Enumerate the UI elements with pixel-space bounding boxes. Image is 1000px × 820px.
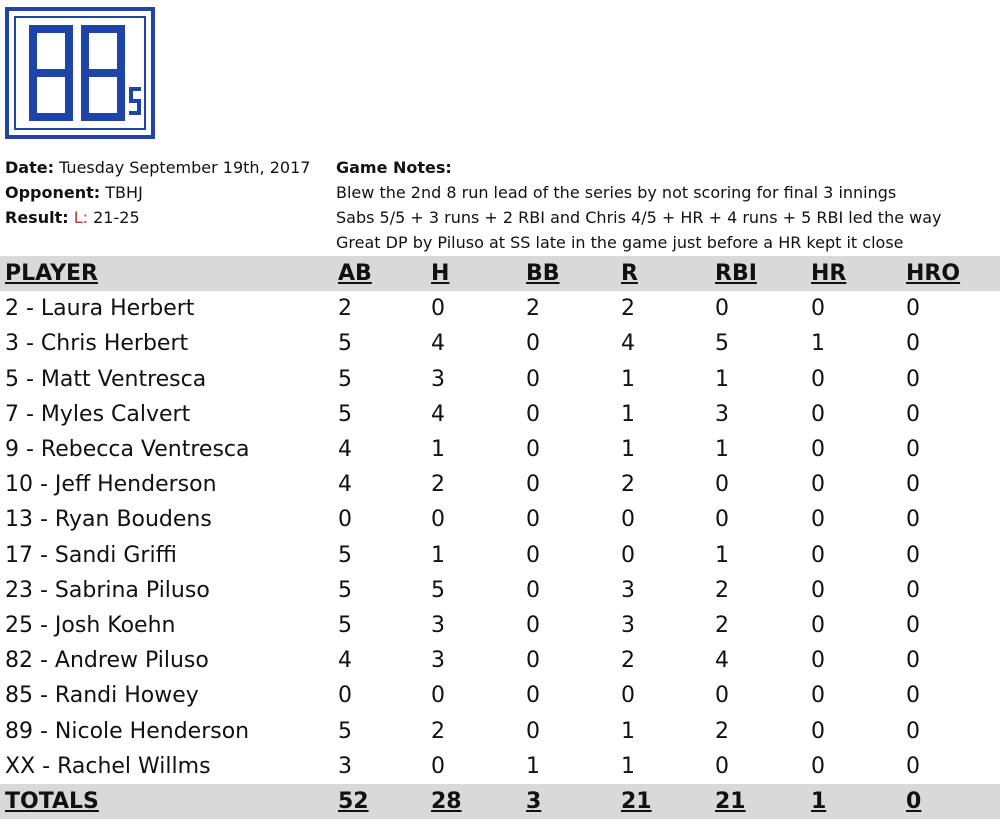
cell-player: 9 - Rebecca Ventresca — [5, 437, 250, 463]
cell-h: 0 — [431, 296, 445, 322]
totals-row — [0, 784, 1000, 819]
cell-player: 2 - Laura Herbert — [5, 296, 195, 322]
cell-hro: 0 — [906, 507, 920, 533]
team-logo — [5, 7, 157, 139]
table-row — [0, 326, 1000, 361]
table-row — [0, 432, 1000, 467]
cell-bb: 0 — [526, 718, 540, 744]
cell-hr: 0 — [811, 507, 825, 533]
cell-hr: 0 — [811, 542, 825, 568]
column-header-r: R — [621, 261, 638, 287]
cell-rbi: 1 — [715, 366, 729, 392]
cell-hro: 0 — [906, 472, 920, 498]
cell-ab: 0 — [338, 507, 352, 533]
cell-hro: 0 — [906, 683, 920, 709]
cell-h: 0 — [431, 507, 445, 533]
cell-player: 89 - Nicole Henderson — [5, 718, 250, 744]
table-row — [0, 538, 1000, 573]
cell-hro: 0 — [906, 542, 920, 568]
cell-r: 4 — [621, 331, 635, 357]
table-row — [0, 749, 1000, 784]
cell-hro: 0 — [906, 437, 920, 463]
cell-rbi: 4 — [715, 648, 729, 674]
totals-rbi: 21 — [715, 788, 746, 814]
cell-h: 2 — [431, 718, 445, 744]
cell-r: 1 — [621, 437, 635, 463]
cell-hr: 0 — [811, 401, 825, 427]
table-row — [0, 362, 1000, 397]
cell-rbi: 2 — [715, 718, 729, 744]
cell-h: 2 — [431, 472, 445, 498]
cell-h: 4 — [431, 401, 445, 427]
table-row — [0, 291, 1000, 326]
game-notes — [336, 155, 942, 255]
cell-r: 1 — [621, 401, 635, 427]
cell-hr: 0 — [811, 366, 825, 392]
cell-hro: 0 — [906, 366, 920, 392]
cell-hr: 0 — [811, 577, 825, 603]
cell-bb: 0 — [526, 648, 540, 674]
table-row — [0, 573, 1000, 608]
cell-player: 10 - Jeff Henderson — [5, 472, 217, 498]
cell-hr: 0 — [811, 296, 825, 322]
cell-ab: 3 — [338, 753, 352, 779]
cell-r: 0 — [621, 683, 635, 709]
cell-bb: 0 — [526, 472, 540, 498]
cell-hr: 0 — [811, 437, 825, 463]
totals-h: 28 — [431, 788, 462, 814]
table-row — [0, 467, 1000, 502]
cell-ab: 4 — [338, 648, 352, 674]
cell-ab: 4 — [338, 437, 352, 463]
cell-hro: 0 — [906, 401, 920, 427]
cell-r: 3 — [621, 612, 635, 638]
game-info — [5, 155, 310, 230]
table-row — [0, 643, 1000, 678]
cell-hr: 0 — [811, 472, 825, 498]
cell-hro: 0 — [906, 296, 920, 322]
cell-hro: 0 — [906, 718, 920, 744]
cell-ab: 5 — [338, 612, 352, 638]
column-header-rbi: RBI — [715, 261, 757, 287]
cell-rbi: 1 — [715, 437, 729, 463]
cell-r: 0 — [621, 542, 635, 568]
cell-ab: 5 — [338, 718, 352, 744]
cell-rbi: 2 — [715, 612, 729, 638]
cell-bb: 0 — [526, 577, 540, 603]
cell-h: 3 — [431, 648, 445, 674]
cell-hr: 0 — [811, 683, 825, 709]
cell-rbi: 3 — [715, 401, 729, 427]
cell-bb: 0 — [526, 612, 540, 638]
table-header-row — [0, 256, 1000, 291]
cell-r: 3 — [621, 577, 635, 603]
totals-label: TOTALS — [5, 788, 99, 814]
cell-player: 25 - Josh Koehn — [5, 612, 176, 638]
cell-r: 2 — [621, 472, 635, 498]
cell-rbi: 5 — [715, 331, 729, 357]
opponent-value: TBHJ — [105, 183, 143, 202]
date-label: Date: — [5, 158, 54, 177]
cell-ab: 5 — [338, 331, 352, 357]
cell-player: 3 - Chris Herbert — [5, 331, 189, 357]
cell-h: 3 — [431, 366, 445, 392]
game-notes-title: Game Notes: — [336, 158, 452, 177]
totals-r: 21 — [621, 788, 652, 814]
date-row — [5, 155, 310, 180]
date-value: Tuesday September 19th, 2017 — [59, 158, 311, 177]
result-outcome: L: — [73, 208, 89, 227]
table-row — [0, 713, 1000, 748]
cell-h: 5 — [431, 577, 445, 603]
result-score: 21-25 — [93, 208, 140, 227]
cell-ab: 5 — [338, 366, 352, 392]
totals-bb: 3 — [526, 788, 542, 814]
cell-hr: 1 — [811, 331, 825, 357]
cell-h: 3 — [431, 612, 445, 638]
cell-hr: 0 — [811, 648, 825, 674]
result-row — [5, 205, 310, 230]
cell-r: 2 — [621, 296, 635, 322]
cell-bb: 2 — [526, 296, 540, 322]
cell-bb: 0 — [526, 437, 540, 463]
cell-hro: 0 — [906, 648, 920, 674]
cell-r: 1 — [621, 366, 635, 392]
opponent-row — [5, 180, 310, 205]
cell-r: 0 — [621, 507, 635, 533]
cell-hro: 0 — [906, 753, 920, 779]
cell-bb: 0 — [526, 401, 540, 427]
cell-ab: 0 — [338, 683, 352, 709]
cell-r: 1 — [621, 753, 635, 779]
cell-rbi: 0 — [715, 472, 729, 498]
cell-player: 23 - Sabrina Piluso — [5, 577, 210, 603]
cell-player: 85 - Randi Howey — [5, 683, 199, 709]
cell-rbi: 2 — [715, 577, 729, 603]
cell-ab: 5 — [338, 577, 352, 603]
game-note-line: Blew the 2nd 8 run lead of the series by not scoring for final 3 innings — [336, 183, 897, 202]
totals-ab: 52 — [338, 788, 369, 814]
cell-bb: 1 — [526, 753, 540, 779]
cell-bb: 0 — [526, 542, 540, 568]
cell-r: 1 — [621, 718, 635, 744]
table-row — [0, 397, 1000, 432]
cell-bb: 0 — [526, 366, 540, 392]
cell-rbi: 0 — [715, 296, 729, 322]
cell-ab: 5 — [338, 542, 352, 568]
column-header-h: H — [431, 261, 450, 287]
cell-hro: 0 — [906, 331, 920, 357]
column-header-ab: AB — [338, 261, 372, 287]
cell-hr: 0 — [811, 718, 825, 744]
box-score-table — [0, 256, 1000, 819]
cell-rbi: 0 — [715, 753, 729, 779]
result-label: Result: — [5, 208, 69, 227]
table-row — [0, 678, 1000, 713]
cell-h: 4 — [431, 331, 445, 357]
cell-player: 5 - Matt Ventresca — [5, 366, 207, 392]
cell-rbi: 0 — [715, 683, 729, 709]
cell-player: 13 - Ryan Boudens — [5, 507, 212, 533]
cell-hr: 0 — [811, 753, 825, 779]
cell-bb: 0 — [526, 507, 540, 533]
cell-player: 7 - Myles Calvert — [5, 401, 191, 427]
opponent-label: Opponent: — [5, 183, 101, 202]
cell-h: 0 — [431, 753, 445, 779]
table-row — [0, 502, 1000, 537]
cell-ab: 5 — [338, 401, 352, 427]
column-header-player: PLAYER — [5, 261, 98, 287]
table-body — [0, 291, 1000, 784]
cell-r: 2 — [621, 648, 635, 674]
cell-h: 1 — [431, 542, 445, 568]
totals-hr: 1 — [811, 788, 827, 814]
cell-hro: 0 — [906, 577, 920, 603]
game-note-line: Sabs 5/5 + 3 runs + 2 RBI and Chris 4/5 + HR + 4 runs + 5 RBI led the way — [336, 208, 942, 227]
column-header-hro: HRO — [906, 261, 961, 287]
cell-h: 0 — [431, 683, 445, 709]
game-note-line: Great DP by Piluso at SS late in the game just before a HR kept it close — [336, 233, 904, 252]
cell-ab: 2 — [338, 296, 352, 322]
cell-rbi: 0 — [715, 507, 729, 533]
cell-bb: 0 — [526, 331, 540, 357]
cell-player: XX - Rachel Willms — [5, 753, 211, 779]
cell-bb: 0 — [526, 683, 540, 709]
table-row — [0, 608, 1000, 643]
cell-rbi: 1 — [715, 542, 729, 568]
cell-player: 82 - Andrew Piluso — [5, 648, 209, 674]
column-header-hr: HR — [811, 261, 847, 287]
column-header-bb: BB — [526, 261, 560, 287]
cell-ab: 4 — [338, 472, 352, 498]
cell-player: 17 - Sandi Griffi — [5, 542, 177, 568]
totals-hro: 0 — [906, 788, 922, 814]
cell-hr: 0 — [811, 612, 825, 638]
cell-hro: 0 — [906, 612, 920, 638]
cell-h: 1 — [431, 437, 445, 463]
